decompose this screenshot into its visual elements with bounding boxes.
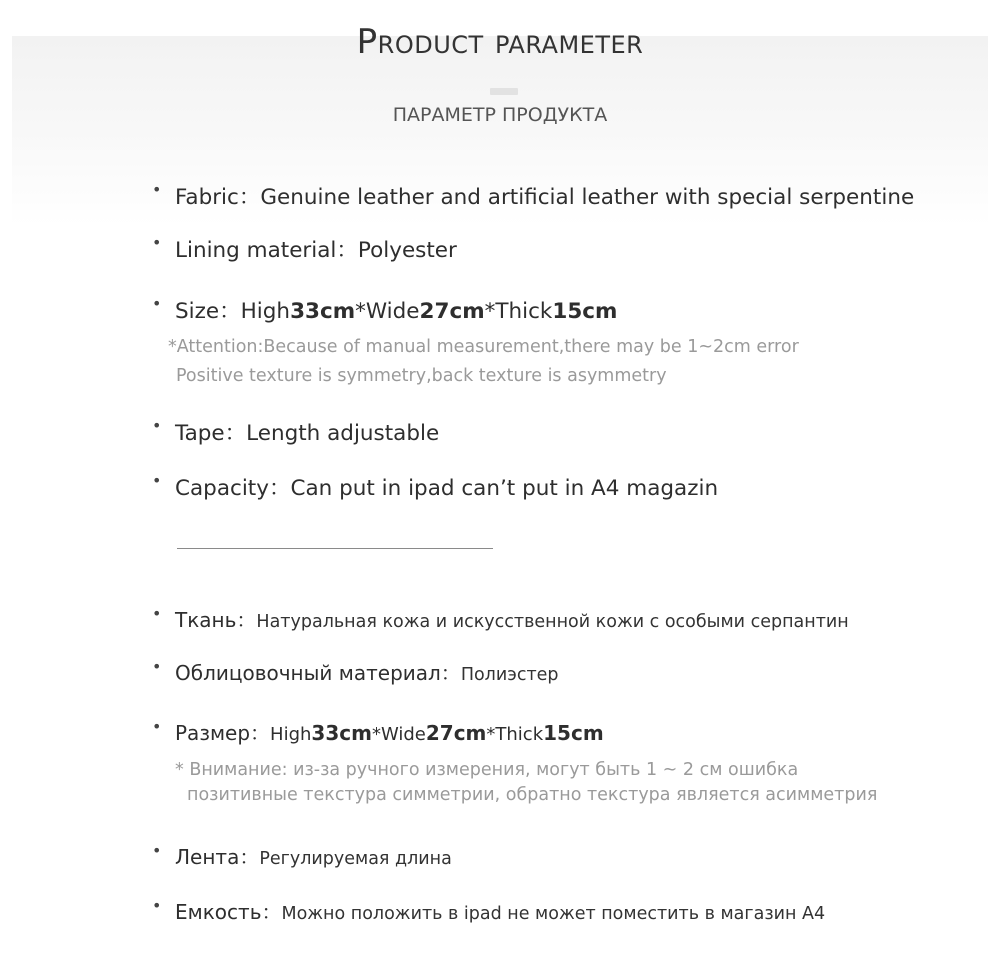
tape-ru-label: Лента：	[175, 845, 260, 869]
bullet: •	[152, 416, 162, 435]
page-subtitle: ПАРАМЕТР ПРОДУКТА	[392, 104, 608, 126]
lining-ru-value: Полиэстер	[460, 665, 559, 685]
spec-size-text	[175, 294, 617, 325]
spec-fabric-text: Fabric：Genuine leather and artificial leather with special serpentine	[175, 185, 915, 210]
size-wide: 27cm	[419, 299, 485, 324]
title-decoration	[490, 88, 518, 95]
capacity-ru-label: Емкость：	[175, 900, 282, 924]
spec-size-ru-text	[175, 717, 604, 746]
section-divider	[177, 548, 493, 549]
bullet: •	[152, 604, 162, 623]
size-thick: 15cm	[552, 299, 618, 324]
spec-capacity-text: Capacity：Can put in ipad can’t put in A4 magazin	[175, 476, 719, 501]
spec-capacity-ru-text	[175, 896, 825, 925]
bullet: •	[152, 841, 162, 860]
spec-tape-ru-text	[175, 841, 452, 870]
spec-lining-ru-text	[175, 657, 559, 686]
size-thick-label: *Thick	[484, 299, 553, 324]
size-ru-wide-label: *Wide	[371, 724, 426, 745]
page-title: Product parameter	[356, 22, 644, 62]
bullet: •	[152, 294, 162, 313]
bullet: •	[152, 180, 162, 199]
spec-tape-text: Tape：Length adjustable	[175, 421, 440, 446]
size-ru-high: 33cm	[311, 721, 372, 745]
size-ru-wide: 27cm	[425, 721, 487, 745]
fabric-ru-value: Натуральная кожа и искусственной кожи с особыми серпантин	[256, 612, 849, 632]
spec-lining-text: Lining material：Polyester	[175, 238, 457, 263]
size-ru-thick: 15cm	[543, 721, 604, 745]
bullet: •	[152, 471, 162, 490]
bullet: •	[152, 657, 162, 676]
bullet: •	[152, 717, 162, 736]
size-ru-note-line-1: * Внимание: из-за ручного измерения, могут быть 1 ~ 2 см ошибка	[175, 760, 799, 780]
capacity-ru-value: Можно положить в ipad не может поместить в магазин A4	[281, 904, 826, 924]
size-ru-label: Размер：	[175, 721, 271, 745]
size-note-line-2: Positive texture is symmetry,back texture is asymmetry	[176, 366, 667, 386]
bullet: •	[152, 896, 162, 915]
size-high: 33cm	[290, 299, 356, 324]
size-ru-note-line-2: позитивные текстура симметрии, обратно текстура является асимметрия	[187, 785, 878, 805]
size-ru-thick-label: *Thick	[486, 724, 544, 745]
bullet: •	[152, 233, 162, 252]
size-ru-high-label: High	[270, 724, 312, 745]
lining-ru-label: Облицовочный материал：	[175, 661, 461, 685]
size-note-line-1: *Attention:Because of manual measurement,there may be 1~2cm error	[168, 337, 799, 357]
spec-fabric-ru-text	[175, 604, 849, 633]
size-prefix: Size：High	[175, 299, 291, 324]
tape-ru-value: Регулируемая длина	[259, 849, 452, 869]
fabric-ru-label: Ткань：	[175, 608, 257, 632]
size-wide-label: *Wide	[355, 299, 420, 324]
